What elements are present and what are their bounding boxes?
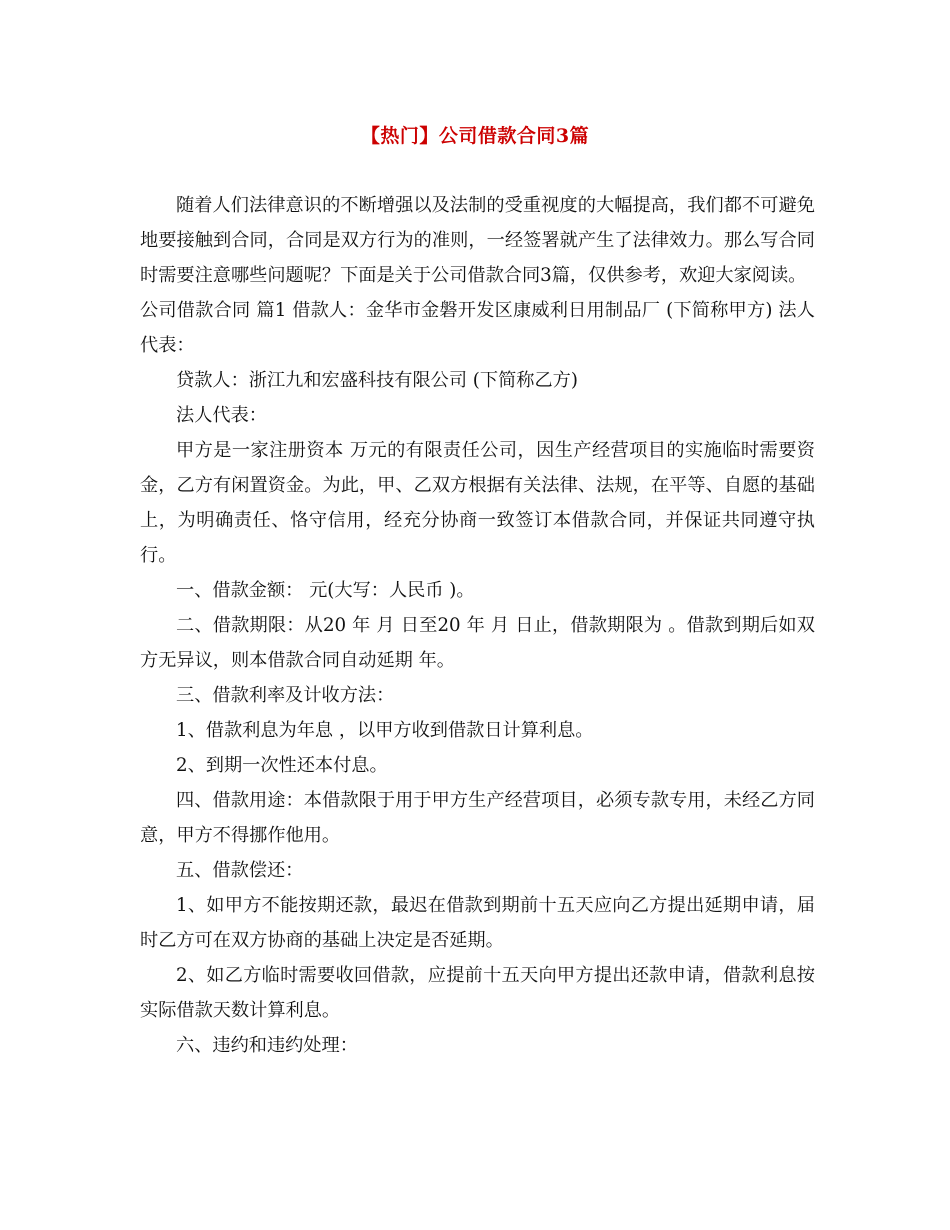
paragraph: 1、如甲方不能按期还款，最迟在借款到期前十五天应向乙方提出延期申请，届时乙方可在双方协商的基础上决定是否延期。 (140, 895, 815, 951)
paragraph: 法人代表： (176, 405, 267, 426)
paragraph: 甲方是一家注册资本 万元的有限责任公司，因生产经营项目的实施临时需要资金，乙方有闲置资金。为此，甲、乙双方根据有关法律、法规，在平等、自愿的基础上，为明确责任、恪守信用，经充分协商一致签订本借款合同，并保证共同遵守执行。 (140, 440, 815, 566)
paragraph: 六、违约和违约处理： (176, 1035, 358, 1056)
paragraph: 1、借款利息为年息 ，以甲方收到借款日计算利息。 (176, 720, 594, 741)
paragraph: 2、到期一次性还本付息。 (176, 755, 388, 776)
paragraph: 贷款人：浙江九和宏盛科技有限公司 (下简称乙方) (176, 370, 578, 391)
paragraph: 公司借款合同 篇1 借款人：金华市金磐开发区康威利日用制品厂 (下简称甲方) 法人代表： (140, 300, 815, 356)
paragraph: 四、借款用途：本借款限于用于甲方生产经营项目，必须专款专用，未经乙方同意，甲方不得挪作他用。 (140, 790, 815, 846)
paragraph: 二、借款期限：从20 年 月 日至20 年 月 日止，借款期限为 。借款到期后如双方无异议，则本借款合同自动延期 年。 (140, 615, 815, 671)
paragraph: 三、借款利率及计收方法： (176, 685, 395, 706)
document-title: 【热门】公司借款合同3篇 (360, 125, 590, 147)
document-body (140, 188, 815, 1063)
paragraph: 一、借款金额： 元(大写：人民币 )。 (176, 580, 475, 601)
paragraph: 随着人们法律意识的不断增强以及法制的受重视度的大幅提高，我们都不可避免地要接触到合同，合同是双方行为的准则，一经签署就产生了法律效力。那么写合同时需要注意哪些问题呢？下面是关于公司借款合同3篇，仅供参考，欢迎大家阅读。 (140, 195, 815, 286)
paragraph: 五、借款偿还： (176, 860, 304, 881)
paragraph: 2、如乙方临时需要收回借款，应提前十五天向甲方提出还款申请，借款利息按实际借款天数计算利息。 (140, 965, 815, 1021)
